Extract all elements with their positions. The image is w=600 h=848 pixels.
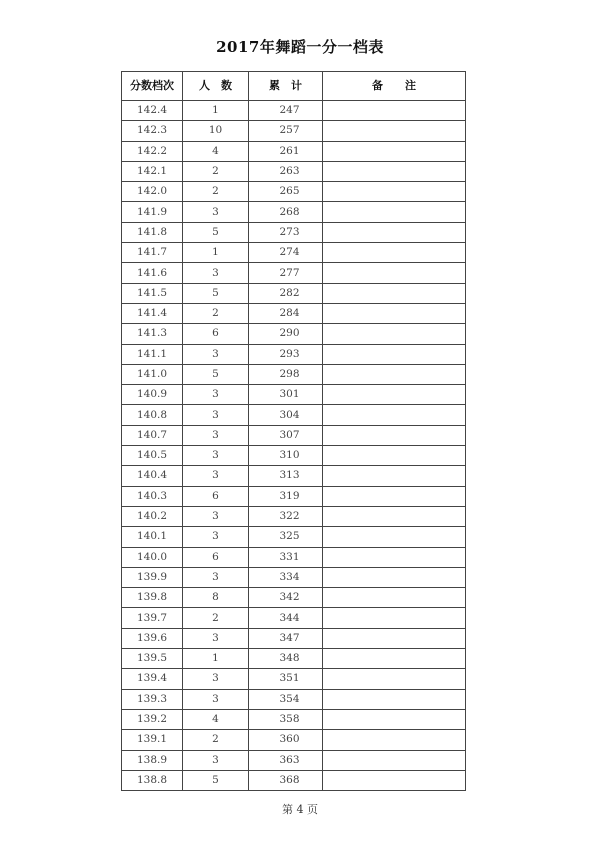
- count-cell: 3: [183, 425, 249, 445]
- count-cell: 3: [183, 527, 249, 547]
- table-row: [122, 588, 466, 608]
- table-row: [122, 263, 466, 283]
- score-cell: 140.1: [122, 527, 183, 547]
- count-cell: 2: [183, 730, 249, 750]
- table-row: [122, 283, 466, 303]
- note-cell: [323, 364, 466, 384]
- note-cell: [323, 324, 466, 344]
- cumulative-cell: 268: [249, 202, 323, 222]
- table-row: [122, 730, 466, 750]
- table-row: [122, 161, 466, 181]
- cumulative-cell: 348: [249, 649, 323, 669]
- score-cell: 141.3: [122, 324, 183, 344]
- score-cell: 141.7: [122, 243, 183, 263]
- score-cell: 139.2: [122, 709, 183, 729]
- table-row: [122, 567, 466, 587]
- cumulative-cell: 360: [249, 730, 323, 750]
- note-cell: [323, 243, 466, 263]
- score-cell: 139.3: [122, 689, 183, 709]
- header-note: 备 注: [323, 72, 466, 101]
- count-cell: 3: [183, 263, 249, 283]
- cumulative-cell: 247: [249, 101, 323, 121]
- note-cell: [323, 689, 466, 709]
- score-cell: 140.3: [122, 486, 183, 506]
- note-cell: [323, 466, 466, 486]
- table-header-row: [122, 72, 466, 101]
- count-cell: 3: [183, 506, 249, 526]
- table-body: [122, 101, 466, 791]
- score-cell: 142.4: [122, 101, 183, 121]
- score-cell: 140.5: [122, 446, 183, 466]
- note-cell: [323, 567, 466, 587]
- note-cell: [323, 405, 466, 425]
- note-cell: [323, 182, 466, 202]
- count-cell: 3: [183, 202, 249, 222]
- note-cell: [323, 770, 466, 790]
- table-row: [122, 608, 466, 628]
- count-cell: 6: [183, 547, 249, 567]
- cumulative-cell: 319: [249, 486, 323, 506]
- cumulative-cell: 293: [249, 344, 323, 364]
- note-cell: [323, 486, 466, 506]
- count-cell: 3: [183, 689, 249, 709]
- cumulative-cell: 344: [249, 608, 323, 628]
- table-row: [122, 709, 466, 729]
- table-row: [122, 344, 466, 364]
- table-row: [122, 446, 466, 466]
- note-cell: [323, 527, 466, 547]
- cumulative-cell: 263: [249, 161, 323, 181]
- note-cell: [323, 161, 466, 181]
- note-cell: [323, 669, 466, 689]
- table-row: [122, 506, 466, 526]
- cumulative-cell: 358: [249, 709, 323, 729]
- score-cell: 142.0: [122, 182, 183, 202]
- count-cell: 5: [183, 283, 249, 303]
- count-cell: 5: [183, 770, 249, 790]
- score-cell: 142.3: [122, 121, 183, 141]
- note-cell: [323, 628, 466, 648]
- cumulative-cell: 351: [249, 669, 323, 689]
- score-cell: 140.2: [122, 506, 183, 526]
- score-cell: 139.8: [122, 588, 183, 608]
- note-cell: [323, 425, 466, 445]
- table-row: [122, 202, 466, 222]
- note-cell: [323, 121, 466, 141]
- table-row: [122, 750, 466, 770]
- cumulative-cell: 277: [249, 263, 323, 283]
- table-row: [122, 547, 466, 567]
- note-cell: [323, 385, 466, 405]
- score-cell: 141.5: [122, 283, 183, 303]
- cumulative-cell: 363: [249, 750, 323, 770]
- count-cell: 3: [183, 405, 249, 425]
- score-cell: 139.7: [122, 608, 183, 628]
- count-cell: 1: [183, 649, 249, 669]
- table-row: [122, 101, 466, 121]
- cumulative-cell: 334: [249, 567, 323, 587]
- note-cell: [323, 730, 466, 750]
- table-row: [122, 669, 466, 689]
- cumulative-cell: 284: [249, 303, 323, 323]
- note-cell: [323, 446, 466, 466]
- table-row: [122, 628, 466, 648]
- table-row: [122, 121, 466, 141]
- table-row: [122, 141, 466, 161]
- count-cell: 3: [183, 385, 249, 405]
- table-row: [122, 243, 466, 263]
- cumulative-cell: 301: [249, 385, 323, 405]
- table-row: [122, 649, 466, 669]
- cumulative-cell: 261: [249, 141, 323, 161]
- count-cell: 5: [183, 222, 249, 242]
- score-cell: 142.1: [122, 161, 183, 181]
- page-number: 第 4 页: [282, 803, 318, 816]
- count-cell: 2: [183, 608, 249, 628]
- table-row: [122, 222, 466, 242]
- note-cell: [323, 344, 466, 364]
- note-cell: [323, 588, 466, 608]
- note-cell: [323, 608, 466, 628]
- header-score: 分数档次: [122, 72, 183, 101]
- cumulative-cell: 257: [249, 121, 323, 141]
- count-cell: 3: [183, 567, 249, 587]
- score-cell: 141.8: [122, 222, 183, 242]
- count-cell: 3: [183, 466, 249, 486]
- note-cell: [323, 222, 466, 242]
- cumulative-cell: 273: [249, 222, 323, 242]
- score-cell: 139.1: [122, 730, 183, 750]
- header-count: 人 数: [183, 72, 249, 101]
- count-cell: 3: [183, 628, 249, 648]
- note-cell: [323, 649, 466, 669]
- score-cell: 141.0: [122, 364, 183, 384]
- count-cell: 2: [183, 303, 249, 323]
- note-cell: [323, 547, 466, 567]
- table-row: [122, 466, 466, 486]
- score-cell: 139.9: [122, 567, 183, 587]
- score-cell: 139.6: [122, 628, 183, 648]
- score-cell: 141.1: [122, 344, 183, 364]
- count-cell: 4: [183, 141, 249, 161]
- note-cell: [323, 303, 466, 323]
- note-cell: [323, 263, 466, 283]
- note-cell: [323, 506, 466, 526]
- table-row: [122, 689, 466, 709]
- cumulative-cell: 313: [249, 466, 323, 486]
- score-cell: 138.9: [122, 750, 183, 770]
- note-cell: [323, 202, 466, 222]
- count-cell: 5: [183, 364, 249, 384]
- count-cell: 3: [183, 344, 249, 364]
- score-cell: 140.0: [122, 547, 183, 567]
- score-cell: 140.8: [122, 405, 183, 425]
- note-cell: [323, 101, 466, 121]
- table-row: [122, 303, 466, 323]
- table-row: [122, 364, 466, 384]
- score-cell: 141.4: [122, 303, 183, 323]
- note-cell: [323, 750, 466, 770]
- cumulative-cell: 290: [249, 324, 323, 344]
- count-cell: 3: [183, 750, 249, 770]
- cumulative-cell: 298: [249, 364, 323, 384]
- score-cell: 142.2: [122, 141, 183, 161]
- cumulative-cell: 304: [249, 405, 323, 425]
- score-cell: 141.6: [122, 263, 183, 283]
- score-distribution-table: [121, 71, 466, 791]
- score-cell: 140.4: [122, 466, 183, 486]
- cumulative-cell: 307: [249, 425, 323, 445]
- score-cell: 141.9: [122, 202, 183, 222]
- table-row: [122, 486, 466, 506]
- count-cell: 6: [183, 324, 249, 344]
- cumulative-cell: 265: [249, 182, 323, 202]
- score-cell: 140.9: [122, 385, 183, 405]
- count-cell: 1: [183, 243, 249, 263]
- table-row: [122, 405, 466, 425]
- cumulative-cell: 354: [249, 689, 323, 709]
- table-row: [122, 425, 466, 445]
- count-cell: 10: [183, 121, 249, 141]
- count-cell: 2: [183, 182, 249, 202]
- cumulative-cell: 325: [249, 527, 323, 547]
- table-row: [122, 770, 466, 790]
- cumulative-cell: 282: [249, 283, 323, 303]
- count-cell: 4: [183, 709, 249, 729]
- table-row: [122, 182, 466, 202]
- cumulative-cell: 310: [249, 446, 323, 466]
- count-cell: 3: [183, 446, 249, 466]
- table-row: [122, 385, 466, 405]
- count-cell: 8: [183, 588, 249, 608]
- count-cell: 1: [183, 101, 249, 121]
- score-cell: 140.7: [122, 425, 183, 445]
- score-cell: 138.8: [122, 770, 183, 790]
- cumulative-cell: 331: [249, 547, 323, 567]
- cumulative-cell: 274: [249, 243, 323, 263]
- count-cell: 6: [183, 486, 249, 506]
- count-cell: 3: [183, 669, 249, 689]
- count-cell: 2: [183, 161, 249, 181]
- note-cell: [323, 141, 466, 161]
- cumulative-cell: 368: [249, 770, 323, 790]
- cumulative-cell: 347: [249, 628, 323, 648]
- score-cell: 139.5: [122, 649, 183, 669]
- score-cell: 139.4: [122, 669, 183, 689]
- note-cell: [323, 709, 466, 729]
- cumulative-cell: 322: [249, 506, 323, 526]
- cumulative-cell: 342: [249, 588, 323, 608]
- table-row: [122, 527, 466, 547]
- table-row: [122, 324, 466, 344]
- page-title: 2017年舞蹈一分一档表: [216, 38, 384, 56]
- header-cumulative: 累 计: [249, 72, 323, 101]
- note-cell: [323, 283, 466, 303]
